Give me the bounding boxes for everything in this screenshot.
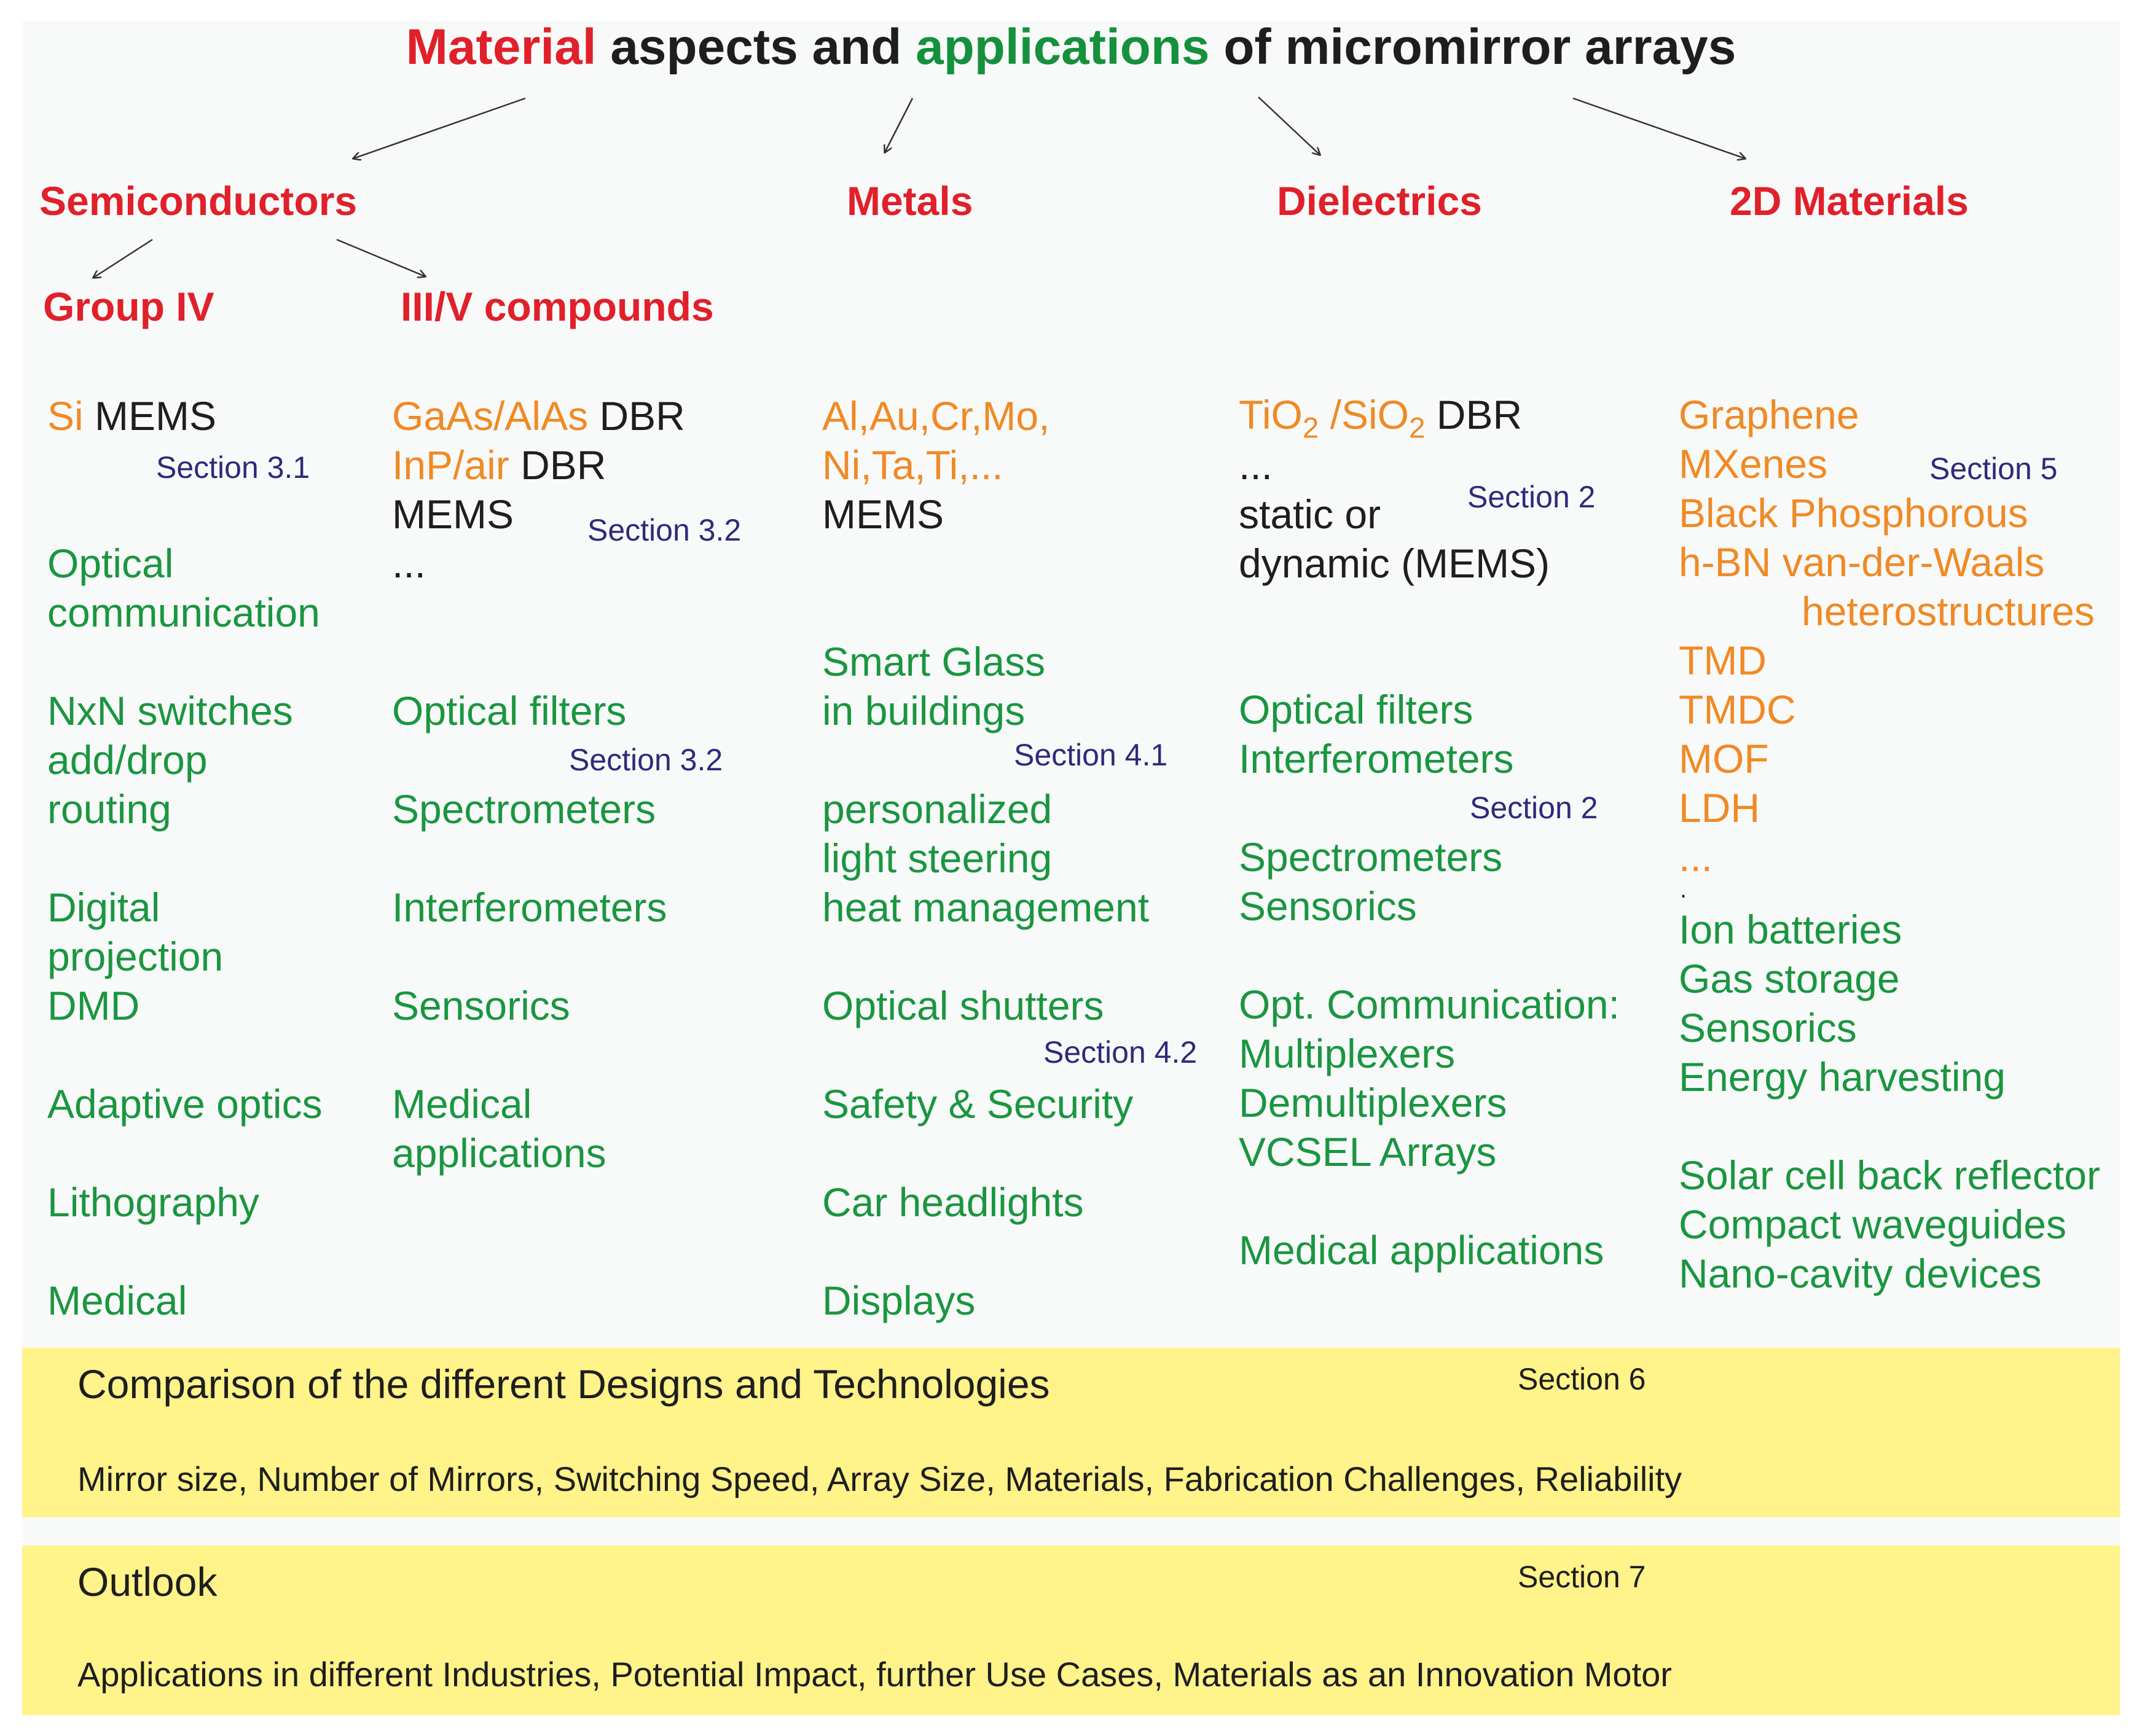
app-item: Demultiplexers	[1239, 1080, 1507, 1125]
app-item: Car headlights	[822, 1179, 1084, 1225]
app-item: Interferometers	[392, 885, 667, 930]
app-item: Multiplexers	[1239, 1031, 1456, 1076]
material-static: static or	[1239, 491, 1381, 537]
app-item: communication	[47, 590, 320, 635]
header-group-iv: Group IV	[43, 284, 214, 329]
header-dielectrics: Dielectrics	[1277, 178, 1482, 224]
material-item: TMDC	[1679, 687, 1796, 732]
section-label-3-2: Section 3.2	[587, 513, 742, 547]
material-ellipsis: ...	[1239, 442, 1273, 488]
app-item: Smart Glass	[822, 639, 1046, 684]
app-item: Sensorics	[1679, 1005, 1857, 1050]
title-aspects: aspects and	[610, 19, 902, 75]
material-item: MOF	[1679, 736, 1769, 781]
metals-material-line-2: Ni,Ta,Ti,...	[822, 442, 1003, 488]
stray-dot: .	[1680, 876, 1687, 903]
section-label-2: Section 2	[1467, 480, 1596, 514]
app-item: Spectrometers	[392, 786, 656, 832]
app-item: Optical filters	[1239, 687, 1473, 732]
app-item: Medical	[47, 1278, 187, 1323]
section-label-6: Section 6	[1518, 1362, 1646, 1396]
app-item: Optical filters	[392, 688, 627, 733]
app-item: DMD	[47, 983, 140, 1028]
section-label-5: Section 5	[1929, 452, 2058, 486]
material-mems: MEMS	[95, 393, 217, 439]
group-iv-material-line	[47, 391, 216, 440]
title-applications: applications	[916, 19, 1210, 75]
material-gaas-alas: GaAs/AlAs	[392, 393, 589, 439]
app-item: add/drop	[47, 737, 208, 783]
arrow-to-group-iv	[93, 240, 152, 278]
outlook-box	[22, 1546, 2120, 1715]
app-item: projection	[47, 934, 224, 979]
app-item: Adaptive optics	[47, 1081, 323, 1127]
material-item: heterostructures	[1802, 588, 2095, 634]
app-item: Gas storage	[1679, 956, 1900, 1001]
header-iii-v-compounds: III/V compounds	[401, 284, 714, 329]
app-item: Spectrometers	[1239, 834, 1503, 880]
app-item: Interferometers	[1239, 736, 1514, 781]
arrow-to-metals	[885, 98, 912, 152]
arrow-to-iii-v	[337, 240, 425, 276]
app-item: NxN switches	[47, 688, 293, 733]
app-item: VCSEL Arrays	[1239, 1129, 1497, 1175]
material-item: TMD	[1679, 638, 1767, 683]
app-item: Energy harvesting	[1679, 1054, 2006, 1100]
material-item: MXenes	[1679, 441, 1828, 487]
app-item: personalized	[822, 786, 1053, 832]
app-item: Displays	[822, 1278, 976, 1323]
header-semiconductors: Semiconductors	[39, 178, 358, 224]
app-item: Sensorics	[1239, 883, 1417, 929]
material-dbr: DBR	[520, 442, 606, 488]
material-inp-air: InP/air	[392, 442, 509, 488]
material-item: LDH	[1679, 785, 1760, 831]
app-item: Lithography	[47, 1179, 259, 1225]
section-label-4-2: Section 4.2	[1043, 1035, 1198, 1069]
iii-v-material-line-1	[392, 391, 685, 440]
app-item: Safety & Security	[822, 1081, 1134, 1127]
app-item: Digital	[47, 885, 160, 930]
app-item: Medical applications	[1239, 1227, 1604, 1273]
app-item: Nano-cavity devices	[1679, 1251, 2042, 1296]
header-2d-materials: 2D Materials	[1730, 178, 1969, 224]
section-label-4-1: Section 4.1	[1014, 738, 1168, 772]
app-item: routing	[47, 786, 171, 832]
comparison-title: Comparison of the different Designs and Technologies	[77, 1361, 1050, 1407]
material-item: h-BN van-der-Waals	[1679, 539, 2045, 585]
app-item: Medical	[392, 1081, 532, 1127]
arrow-to-2d-materials	[1573, 98, 1745, 158]
app-item: Opt. Communication:	[1239, 982, 1620, 1027]
title-rest: of micromirror arrays	[1223, 19, 1736, 75]
comparison-box	[22, 1348, 2120, 1517]
section-label-3-2: Section 3.2	[569, 743, 723, 777]
section-label-3-1: Section 3.1	[156, 450, 310, 485]
material-si: Si	[47, 393, 84, 439]
material-tio2-sio2: TiO$_2$ /SiO$_2$	[1239, 392, 1426, 445]
outlook-text: Applications in different Industries, Potential Impact, further Use Cases, Materials as an Innovation Motor	[77, 1655, 1672, 1694]
outlook-title: Outlook	[77, 1559, 218, 1605]
material-dynamic: dynamic (MEMS)	[1239, 541, 1550, 586]
app-item: light steering	[822, 835, 1053, 881]
material-mems: MEMS	[392, 491, 514, 537]
header-metals: Metals	[847, 178, 973, 224]
dielectrics-material-line-1	[1239, 390, 1523, 445]
app-item: heat management	[822, 885, 1150, 930]
app-item: Sensorics	[392, 983, 570, 1028]
app-item: Compact waveguides	[1679, 1202, 2066, 1247]
material-item: Black Phosphorous	[1679, 490, 2028, 536]
title-material: Material	[406, 19, 597, 75]
app-item: Ion batteries	[1679, 907, 1902, 952]
section-label-7: Section 7	[1518, 1560, 1646, 1594]
comparison-text: Mirror size, Number of Mirrors, Switching Speed, Array Size, Materials, Fabrication Challenges, Reliability	[77, 1460, 1682, 1498]
app-item: Optical shutters	[822, 983, 1104, 1028]
material-dbr: DBR	[599, 393, 685, 439]
material-ellipsis: ...	[392, 541, 426, 586]
metals-material-line-1: Al,Au,Cr,Mo,	[822, 393, 1050, 439]
app-item: in buildings	[822, 688, 1026, 733]
app-item: Optical	[47, 541, 174, 586]
section-label-2: Section 2	[1470, 791, 1598, 825]
app-item: applications	[392, 1130, 606, 1176]
arrow-to-dielectrics	[1258, 97, 1320, 155]
material-mems: MEMS	[822, 491, 944, 537]
material-item: ...	[1679, 834, 1713, 880]
material-dbr: DBR	[1436, 392, 1523, 437]
arrow-to-semiconductors	[353, 98, 525, 158]
app-item: Solar cell back reflector	[1679, 1152, 2100, 1198]
material-item: Graphene	[1679, 392, 1859, 437]
iii-v-material-line-2	[392, 440, 606, 490]
